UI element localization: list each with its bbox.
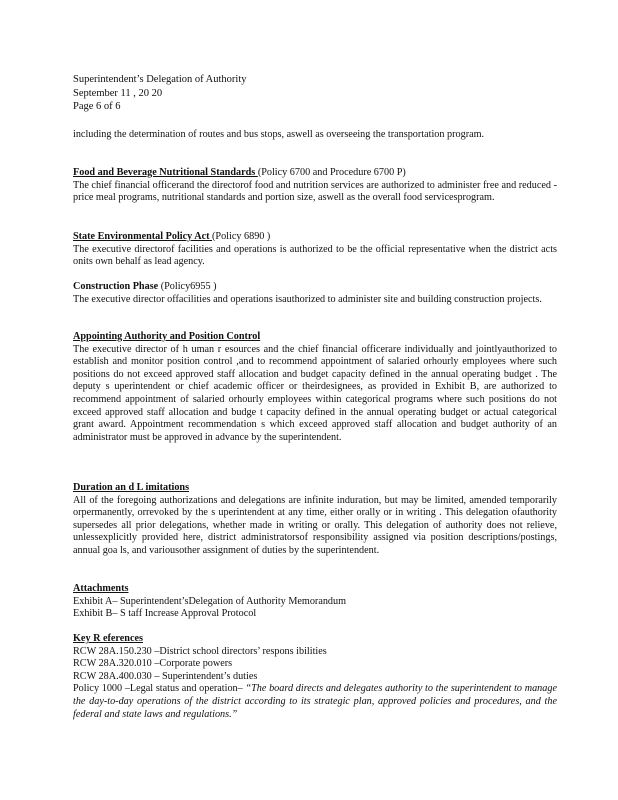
page-header [73,73,247,114]
intro-text: including the determination of routes and bus stops, aswell as overseeing the transportation program. [73,129,485,140]
policy-prefix: Policy 1000 –Legal status and operation– [73,683,246,695]
header-page-number: Page 6 of 6 [73,101,121,112]
reference-item: RCW 28A.400.030 – Superintendent’s duties [73,670,258,682]
section-body: The executive director offacilities and operations isauthorized to administer site and building construction projects. [73,293,542,305]
reference-policy-1000 [73,683,557,721]
section-body: The chief financial officerand the directorof food and nutrition services are authorized to administer free and reduced -price meal programs, nutritional standards and portion size, aswell as the overall food servicesprogram. [73,179,557,204]
header-date: September 11 , 20 20 [73,87,163,99]
header-title: Superintendent’s Delegation of Authority [73,74,247,85]
policy-reference: (Policy 6890 ) [212,231,271,242]
intro-paragraph [73,129,557,142]
reference-item: RCW 28A.320.010 –Corporate powers [73,658,233,670]
section-heading: State Environmental Policy Act [73,231,213,242]
reference-item: RCW 28A.150.230 –District school directors’ respons ibilities [73,645,327,657]
section-body: All of the foregoing authorizations and delegations are infinite induration, but may be limited, amended temporarily orpermanently, orrevoked by the s uperintendent at any time, either orally or in writing . This delegation ofauthority supersedes all prior delegations, whether made in writing or orally. This delegation of authority does not relieve, unlessexplicitly provided here, district administratorsof responsibility assigned via position descriptions/postings, annual goa ls, and variousother assignment of duties by the superintendent. [73,494,557,556]
section-heading: Appointing Authority and Position Control [73,331,261,342]
section-sepa [73,231,557,269]
attachments-heading: Attachments [73,583,129,594]
policy-reference: (Policy 6700 and Procedure 6700 P) [257,167,406,178]
section-appointing-authority [73,331,557,444]
attachment-item: Exhibit A– Superintendent’sDelegation of Authority Memorandum [73,595,347,607]
section-duration-limitations [73,482,557,558]
policy-reference: (Policy6955 ) [158,281,217,292]
references-heading: Key R eferences [73,633,143,644]
section-body: The executive director of h uman r esources and the chief financial officerare individually and jointlyauthorized to establish and monitor position control ,and to recommend appointment of salaried orhourly employees where such positions do not exceed approved staff allocation and budget capacity defined in the annual operating budget . The deputy s uperintendent or chief academic officer or theirdesignees, as provided in Exhibit B, are authorized to recommend appointment of salaried orhourly employees within categorical programs where such positions do not exceed approved staff allocation and budge t capacity defined in the annual operating budget or actual categorical grant award. Appointment recommendation s which exceed approved staff allocation and budget authority of an administrator must be approved in advance by the superintendent. [73,343,557,443]
section-heading: Construction Phase [73,281,159,292]
attachment-item: Exhibit B– S taff Increase Approval Protocol [73,608,257,620]
section-key-references [73,633,557,721]
section-attachments [73,583,557,621]
section-food-beverage [73,167,557,205]
section-heading: Duration an d L imitations [73,482,190,493]
policy-quote: “The board directs and delegates authority to the superintendent to manage the day-to-day operations of the district according to its strategic plan, approved policies and procedures, and the federal and state laws and regulations.” [73,683,557,720]
section-body: The executive directorof facilities and operations is authorized to be the official representative when the district acts onits own behalf as lead agency. [73,243,557,268]
section-construction [73,281,557,306]
section-heading: Food and Beverage Nutritional Standards [73,167,258,178]
